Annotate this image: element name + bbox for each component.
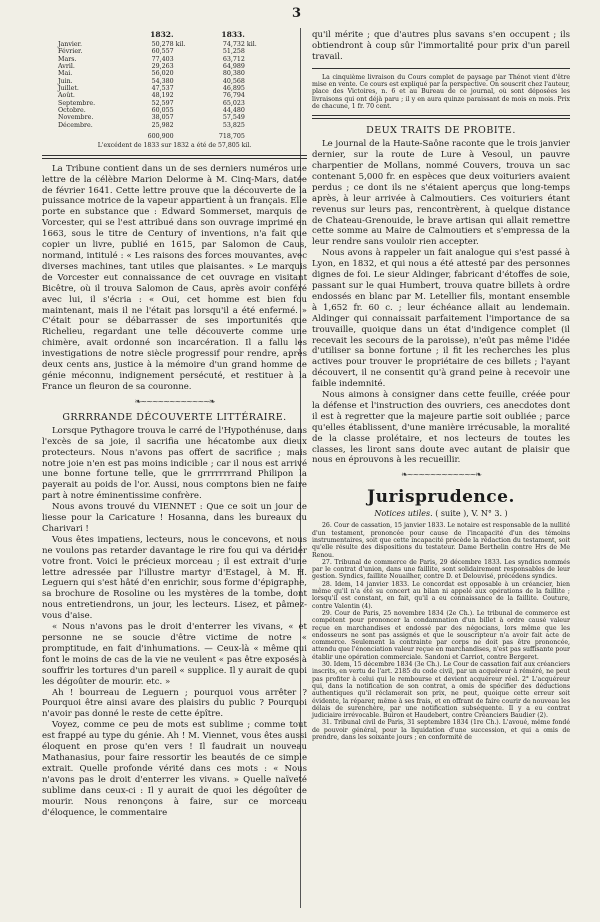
divider: [312, 115, 570, 119]
subheading-title: Notices utiles.: [374, 509, 433, 519]
table-row: [58, 122, 268, 129]
total-1832-cell: 600,900: [147, 133, 174, 141]
value-1832-cell: 48,192: [151, 92, 174, 100]
unit-cell: [245, 78, 268, 85]
month-cell: Mars.: [58, 55, 77, 63]
continued-paragraph: qu'il mérite ; que d'autres plus savans s'en occupent ; ils obtiendront à coup sûr l'immortalité pour prix d'un pareil travail.: [312, 30, 570, 62]
divider: [42, 155, 307, 159]
right-column: [312, 30, 570, 741]
value-1832-cell: 77,403: [151, 55, 174, 63]
month-cell: Mai.: [58, 70, 73, 78]
unit-cell: [174, 107, 197, 114]
paragraph: Nous avons à rappeler un fait analogue qui s'est passé à Lyon, en 1832, et qui nous a été attesté par des personnes dignes de foi. Le sieur Aldinger, fabricant d'étoffes de soie, passant sur le quai Humbert, trouva quatre billets à ordre endossés en blanc par M. Letellier fils, montant ensemble à 1,652 fr. 60 c. ; leur échéance allait au lendemain. Aldinger qui connaissait parfaitement l'importance de sa trouvaille, quoique dans un état d'indigence complet (il recevait les secours de la paroisse), n'eût pas même l'idée d'utiliser sa bonne fortune ; il fit les recherches les plus actives pour trouver le propriétaire de ces billets ; l'ayant découvert, il ne consentit qu'à grand peine à recevoir une faible indemnité.: [312, 248, 570, 390]
section-heading-probite: DEUX TRAITS DE PROBITE.: [366, 125, 516, 137]
table-row: [58, 92, 268, 99]
value-1832-cell: 52,597: [151, 99, 174, 107]
unit-cell: [245, 114, 268, 121]
jurisprudence-item-27: 27. Tribunal de commerce de Paris, 29 décembre 1833. Les syndics nommés par le contrat d'union, dans une faillite, sont solidairement responsables de leur gestion. Syndics, faillite Nouailher, contre D. et Delouvisé, précédens syndics.: [312, 558, 570, 581]
table-row: [58, 56, 268, 63]
paragraph: Vous êtes impatiens, lecteurs, nous le concevons, et nous ne voulons pas retarder davantage le rire fou qui va déridér votre front. Voici le précieux morceau ; il est extrait d'une lettre adressée par l'illustre martyr d'Estagel, à M. H. Leguern qui s'est hâté d'en enrichir, sous forme d'épigraphe, sa brochure de Rosoline ou les mystères de la tombe, dont nous entretiendrons, un jour, les lecteurs. Lisez, et pâmez-vous d'aise.: [42, 534, 307, 622]
table-row: [58, 114, 268, 121]
value-1832-cell: 29,263: [151, 63, 174, 71]
unit-cell: [174, 48, 197, 55]
value-1832-cell: 60,557: [151, 48, 174, 56]
unit-cell: [174, 63, 197, 70]
month-cell: Juin.: [58, 77, 73, 85]
paragraph: Lorsque Pythagore trouva le carré de l'Hypothénuse, dans l'excès de sa joie, il sacrifia une hécatombe aux dieux protecteurs. Nous n'avons pas offert de sacrifice ; mais notre joie n'en est pas moins indicible ; car il nous est arrivé une bonne fortune telle, que le grrrrrrrrand Philipon la payerait au poids de l'or. Aussi, nous comptons bien ne faire part à notre éminentissime confrère.: [42, 425, 307, 502]
jurisprudence-item-30: 30. Idem, 15 décembre 1834 (3e Ch.). Le Cour de cassation fait aux créanciers inscrits, en vertu de l'art. 2185 du code civil, par un acquéreur à réméré, ne peut pas profiter à celui qui le rembourse et devient acquéreur réel. 2° L'acquéreur qui, dans la notification de son contrat, a omis de spécifier des déductions authentiques qu'il réclamerait son prix, ne peut, quoique cette erreur soit évidente, la réparer, même à ses frais, et en offrant de faire courir de nouveau les délais de surenchère, par une notification subséquente. Il y a eu contrat judiciaire irrévocable. Buiron et Haudebert, contre Créanciers Baudier (2).: [312, 661, 570, 720]
table-row: [58, 48, 268, 55]
value-1832-cell: 47,537: [151, 85, 174, 93]
unit-cell: kil.: [175, 41, 186, 48]
value-1832-cell: 60,055: [151, 107, 174, 115]
unit-cell: [174, 78, 197, 85]
unit-cell: [245, 48, 268, 55]
month-cell: Juillet.: [58, 85, 79, 93]
header-1833: 1833.: [221, 30, 245, 39]
unit-cell: [174, 92, 197, 99]
paragraph: Nous aimons à consigner dans cette feuille, créée pour la défense et l'instruction des ouvriers, ces anecdotes dont il est à regretter que la majeure partie soit oubliée ; parce qu'elles établissent, d'une manière irrécusable, la moralité de la classe prolétaire, et nos lecteurs de toutes les classes, les liront sans doute avec autant de plaisir que nous en éprouvons à les recueillir.: [312, 390, 570, 466]
value-1832-cell: 38,057: [151, 114, 174, 122]
value-1833-cell: 74,732: [222, 41, 245, 48]
table-row: [58, 107, 268, 114]
quotation: « Nous n'avons pas le droit d'enterrer les vivans, « et personne ne se soucie d'être victime de notre « promptitude, en fait d'inhumations. — Ceux-là « même qui font le moins de cas de la vie ne veulent « pas être exposés à souffrir les tortures d'un pareil « supplice. Il y aurait de quoi les dégoûter de mourir. etc. »: [42, 622, 307, 687]
ornament: ❧~~~~~~~~~~~~❧: [134, 396, 215, 406]
table-row: [58, 100, 268, 107]
value-1833-cell: 40,568: [222, 77, 245, 85]
value-1833-cell: 51,258: [222, 48, 245, 56]
value-1832-cell: 54,380: [151, 77, 174, 85]
value-1833-cell: 44,480: [222, 107, 245, 115]
unit-cell: [174, 70, 197, 77]
unit-cell: [245, 63, 268, 70]
value-1833-cell: 53,825: [222, 121, 245, 129]
unit-cell: [174, 85, 197, 92]
value-1833-cell: 64,989: [222, 63, 245, 71]
value-1833-cell: 65,023: [222, 99, 245, 107]
jurisprudence-item-28: 28. Idem, 14 janvier 1833. Le concordat est opposable à un créancier, bien même qu'il n'a été su concert au bilan ni appelé aux opérations de la faillite ; lorsqu'il est constant, en fait, qu'il a eu connaissance de la faillite. Couture, contre Valentin (4).: [312, 580, 570, 610]
unit-cell: [174, 100, 197, 107]
jurisprudence-item-31: 31. Tribunal civil de Paris, 31 septembre 1834 (1re Ch.). L'avoué, même fondé de pouvoir général, pour la liquidation d'une succession, et qui a omis de prendre, dans les soixante jours ; en conformité de: [312, 719, 570, 741]
left-column: [42, 30, 307, 818]
month-cell: Octobre.: [58, 107, 86, 115]
total-row: [58, 129, 268, 140]
unit-cell: [245, 122, 268, 129]
value-1833-cell: 46,895: [222, 85, 245, 93]
month-cell: Septembre.: [58, 99, 96, 107]
unit-cell: [245, 107, 268, 114]
table-row: [58, 85, 268, 92]
unit-cell: [245, 56, 268, 63]
value-1832-cell: 50,278: [151, 41, 174, 48]
unit-cell: [174, 129, 197, 140]
value-1833-cell: 76,794: [222, 92, 245, 100]
table-row: [58, 78, 268, 85]
value-1832-cell: 56,020: [151, 70, 174, 78]
header-1832: 1832.: [150, 30, 174, 39]
month-cell: Avril.: [58, 63, 75, 71]
unit-cell: [245, 92, 268, 99]
value-1832-cell: 25,982: [151, 121, 174, 129]
jurisprudence-subheading: [312, 509, 570, 518]
unit-cell: [174, 56, 197, 63]
jurisprudence-item-29: 29. Cour de Paris, 25 novembre 1834 (2e Ch.). Le tribunal de commerce est compétent pour prononcer la condamnation d'un billet à ordre causé valeur reçue en marchandises et endossé par des négocians, lors même que les endosseurs ne sont pas assignés et que le souscripteur n'a avoir fait acte de commerce. Seulement la contrainte par corps ne doit pas être prononcée, attendu que l'énonciation valeur reçue en marchandises, n'est pas suffisante pour établir une opération commerciale. Sandoni et Carriot, contre Bergeret.: [312, 609, 570, 661]
table-row: [58, 70, 268, 77]
tribune-paragraph: La Tribune contient dans un de ses derniers numéros une lettre de la célèbre Marion Delorme à M. Cinq-Mars, datée de février 1641. Cette lettre prouve que la découverte de la puissance motrice de la vapeur appartient à un français. Elle porte en substance que : Edward Sommerset, marquis de Vorcester, qui se l'est attribué dans son ouvrage imprimé en 1663, sous le titre de Century of inventions, n'a fait que copier un livre, publié en 1615, par Salomon de Caus, normand, intitulé : « Les raisons des forces mouvantes, avec diverses machines, tant utiles que plaisantes. » Le marquis de Vorcester eut connaissance de cet ouvrage en visitant Bicêtre, où il trouva Salomon de Caus, après avoir conféré avec lui, il s'écria : « Oui, cet homme est bien fou maintenant, mais il ne l'était pas lorsqu'il a été enfermé. » C'était pour se débarrasser de ses importunités que Richelieu, regardant une telle découverte comme une chimère, avait ordonné son incarcération. Il a fallu les investigations de notre siècle progressif pour rendre, après deux cents ans, justice à la mémoire d'un grand homme de génie méconnu, indignement persécuté, et restituer à la France un fleuron de sa couronne.: [42, 163, 307, 392]
notice-livraison: La cinquième livraison du Cours complet de paysage par Thénot vient d'être mise en vente. Ce cours est expliqué par la perspective. On souscrit chez l'auteur, place des Victoires, n. 6 et au Bureau de ce journal, où sont déposées les livraisons qui ont déjà paru ; il y en aura quinze paraissant de mois en mois. Prix de chacune, 1 fr. 70 cent.: [312, 73, 570, 110]
jurisprudence-item-26: 26. Cour de cassation, 15 janvier 1833. Le notaire est responsable de la nullité d'un testament, prononcée pour cause de l'incapacité d'un des témoins instrumentaires, soit que cette incapacité précède la rédaction du testament, soit qu'elle résulte des dispositions du testateur. Dame Berthelin contre Hrs de Me Renou.: [312, 522, 570, 559]
month-cell: Janvier.: [58, 41, 82, 48]
table-row: [58, 41, 268, 48]
table-row: [58, 63, 268, 70]
paragraph: Ah ! bourreau de Leguern ; pourquoi vous arrêter ? Pourquoi être ainsi avare des plaisirs du public ? Pourquoi n'avoir pas donné le reste de cette épître.: [42, 687, 307, 720]
paragraph: Nous avons trouvé du VIENNET : Que ce soit un jour de liesse pour la Caricature ! Hosanna, dans les bureaux du Charivari !: [42, 502, 307, 534]
unit-cell: [245, 85, 268, 92]
month-cell: Novembre.: [58, 114, 94, 122]
unit-cell: [245, 100, 268, 107]
unit-cell: kil.: [246, 41, 257, 48]
stats-table: [58, 30, 268, 140]
divider: [312, 68, 570, 69]
section-heading-decouverte: GRRRRANDE DÉCOUVERTE LITTÉRAIRE.: [62, 411, 287, 423]
section-heading-jurisprudence: Jurisprudence.: [367, 487, 515, 508]
month-cell: Février.: [58, 48, 83, 56]
unit-cell: [174, 114, 197, 121]
stats-note: L'excédent de 1833 sur 1832 a été de 57,805 kil.: [97, 142, 252, 150]
value-1833-cell: 57,549: [222, 114, 245, 122]
page-number: 3: [292, 6, 302, 21]
total-1833-cell: 718,705: [218, 133, 245, 141]
unit-cell: [245, 129, 268, 140]
paragraph: Voyez, comme ce peu de mots est sublime ; comme tout est frappé au type du génie. Ah ! M. Viennet, vous êtes aussi éloquent en prose qu'en vers ! Il faudrait un nouveau Mathanasius, pour faire ressortir les beautés de ce simple extrait. Quelle profonde vérité dans ces mots : « Nous n'avons pas le droit d'enterrer les vivans. » Quelle naïveté sublime dans ceux-ci : Il y aurait de quoi les dégoûter de mourir. Nous renonçons à faire, sur ce morceau d'éloquence, le commentaire: [42, 720, 307, 818]
value-1833-cell: 80,380: [222, 70, 245, 78]
paragraph: Le journal de la Haute-Saône raconte que le trois janvier dernier, sur la route de Lure à Vesoul, un pauvre charpentier de Mollans, nommé Couvers, trouva un sac contenant 5,000 fr. en espèces que deux voituriers avaient perdus ; ce dont ils ne s'étaient aperçus que long-temps après, à leur arrivée à Calmoutiers. Ces voituriers étant revenus sur leurs pas, rencontrèrent, à quelque distance de Chateau-Grenouide, le brave artisan qui allait remettre cette somme au Maire de Calmoutiers et s'empressa de la leur rendre sans vouloir rien accepter.: [312, 139, 570, 248]
total-label-cell: [58, 129, 125, 140]
ornament: ❧~~~~~~~~~~~~❧: [401, 470, 481, 480]
month-cell: Décembre.: [58, 121, 93, 129]
unit-cell: [174, 122, 197, 129]
subheading-suffix: ( suite ), V. N° 3. ): [435, 509, 508, 519]
month-cell: Août.: [58, 92, 75, 100]
unit-cell: [245, 70, 268, 77]
value-1833-cell: 63,712: [222, 55, 245, 63]
